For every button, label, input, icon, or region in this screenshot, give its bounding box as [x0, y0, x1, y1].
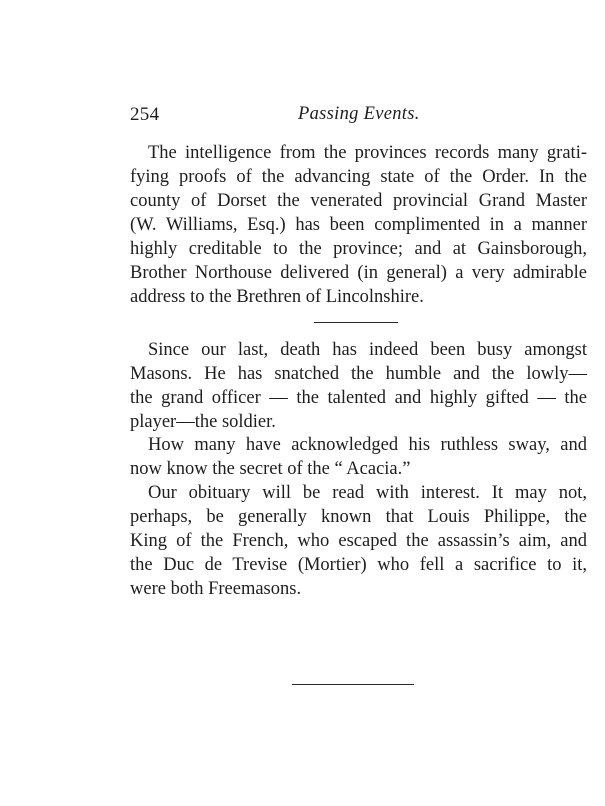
text-line: Masons. He has snatched the humble and the lowly—: [130, 364, 587, 384]
paragraph-obituary: [130, 481, 587, 601]
page-number: 254: [130, 104, 160, 125]
running-head: Passing Events.: [298, 104, 420, 124]
paragraph-acacia: [130, 433, 587, 481]
paragraph-death: [130, 338, 587, 434]
paragraph-provinces: [130, 141, 587, 309]
text-line: perhaps, be generally known that Louis Philippe, the: [130, 507, 587, 527]
text-line: address to the Brethren of Lincolnshire.: [130, 287, 424, 307]
text-line: King of the French, who escaped the assassin’s aim, and: [130, 531, 587, 551]
text-line: The intelligence from the provinces records many grati-: [148, 143, 587, 163]
text-line: were both Freemasons.: [130, 579, 302, 599]
text-line: Our obituary will be read with interest. It may not,: [148, 483, 587, 503]
text-line: player—the soldier.: [130, 412, 276, 432]
page-header: [130, 104, 590, 130]
text-line: highly creditable to the province; and at Gainsborough,: [130, 239, 587, 259]
text-line: (W. Williams, Esq.) has been complimented in a manner: [130, 215, 587, 235]
text-line: How many have acknowledged his ruthless sway, and: [148, 435, 587, 455]
end-divider: [292, 684, 414, 685]
text-line: now know the secret of the “ Acacia.”: [130, 459, 411, 479]
text-line: county of Dorset the venerated provincial Grand Master: [130, 191, 587, 211]
text-line: Brother Northouse delivered (in general) a very admirable: [130, 263, 587, 283]
text-line: the Duc de Trevise (Mortier) who fell a sacrifice to it,: [130, 555, 587, 575]
section-divider: [314, 322, 398, 323]
text-line: the grand officer — the talented and highly gifted — the: [130, 388, 587, 408]
text-line: Since our last, death has indeed been busy amongst: [148, 340, 587, 360]
text-line: fying proofs of the advancing state of the Order. In the: [130, 167, 587, 187]
